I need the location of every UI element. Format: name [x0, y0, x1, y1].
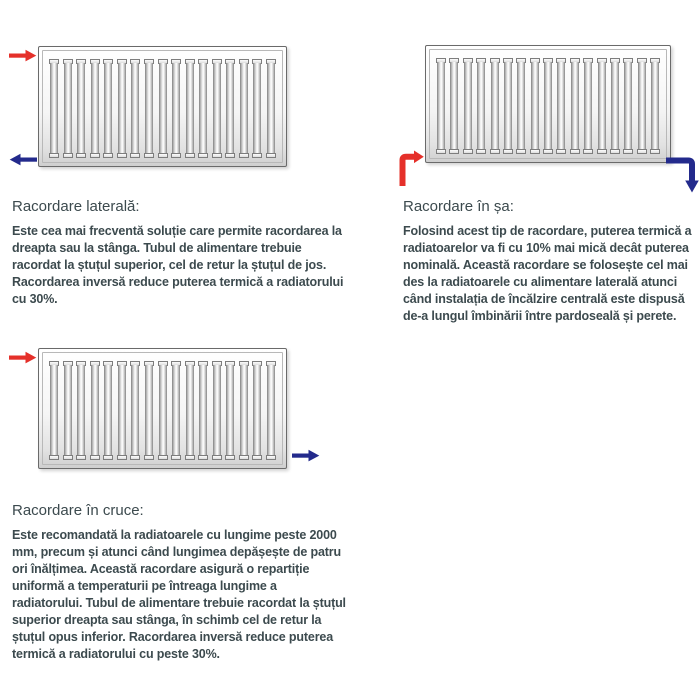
inlet-elbow-arrow-icon	[399, 147, 425, 187]
radiator-fin	[636, 58, 648, 154]
radiator-fin	[170, 361, 182, 460]
radiator-fin	[265, 59, 277, 158]
section-body: Folosind acest tip de racordare, puterea termică a radiatoarelor va fi cu 10% mai mică decât puterea nominală. Această racordare se folosește cel mai des la radiatoarele cu alimentare laterală atunci când instalația de încălzire centrală este dispusă de-a lungul îmbinării între pardoseală și perete.	[403, 224, 692, 323]
section-title: Racordare în șa:	[403, 198, 514, 215]
section-body: Este recomandată la radiatoarele cu lungime peste 2000 mm, precum și atunci când lungimea depășește de patru ori înălțimea. Această racordare asigură o repartiție uniformă a temperaturii pe întreaga lungime a radiatorului. Tubul de alimentare trebuie racordat la ștuțul superior dreapta sau stânga, în schimb cel de retur la ștuțul opus inferior. Racordarea inversă reduce puterea termică a radiatorului cu peste 30%.	[12, 528, 346, 661]
inlet-arrow-icon	[9, 49, 37, 62]
section-title: Racordare laterală:	[12, 198, 140, 215]
radiator-fin	[596, 58, 608, 154]
radiator-fin	[211, 361, 223, 460]
radiator-fin	[89, 361, 101, 460]
radiator-fin	[129, 361, 141, 460]
radiator-fin	[129, 59, 141, 158]
radiator-fin	[48, 361, 60, 460]
radiator-fin	[197, 59, 209, 158]
radiator-fin	[157, 59, 169, 158]
radiator-fin	[251, 59, 263, 158]
radiator-fin	[609, 58, 621, 154]
section-title: Racordare în cruce:	[12, 502, 144, 519]
radiator-fin	[197, 361, 209, 460]
radiator-fin	[184, 59, 196, 158]
radiator-fin	[529, 58, 541, 154]
radiator-fin	[75, 361, 87, 460]
radiator-illustration	[38, 46, 287, 167]
radiator-fin	[48, 59, 60, 158]
radiator-fin	[489, 58, 501, 154]
radiator-fin	[211, 59, 223, 158]
radiator-fin	[170, 59, 182, 158]
outlet-elbow-arrow-icon	[666, 156, 700, 196]
radiator-fin	[515, 58, 527, 154]
radiator-fin	[502, 58, 514, 154]
radiator-fin	[569, 58, 581, 154]
radiator-fin	[102, 361, 114, 460]
radiator-fin	[62, 59, 74, 158]
radiator-fin	[555, 58, 567, 154]
radiator-fin	[649, 58, 661, 154]
radiator-illustration	[38, 348, 287, 469]
radiator-fin	[238, 361, 250, 460]
section-body: Este cea mai frecventă soluție care permite racordarea la dreapta sau la stânga. Tubul de alimentare trebuie racordat la ștuțul superior, cel de retur la ștuțul de jos. Racordarea inversă reduce puterea termică a radiatorului cu 30%.	[12, 224, 344, 306]
radiator-fin	[582, 58, 594, 154]
radiator-illustration	[425, 45, 671, 163]
radiator-fin	[435, 58, 447, 154]
radiator-fin	[116, 361, 128, 460]
radiator-fin	[75, 59, 87, 158]
radiator-fin	[224, 59, 236, 158]
radiator-fin	[62, 361, 74, 460]
radiator-fin	[462, 58, 474, 154]
radiator-fins	[48, 361, 277, 460]
radiator-fin	[475, 58, 487, 154]
radiator-fin	[265, 361, 277, 460]
radiator-fin	[157, 361, 169, 460]
outlet-arrow-icon	[9, 153, 37, 166]
inlet-arrow-icon	[9, 351, 37, 364]
radiator-fin	[143, 361, 155, 460]
radiator-fins	[48, 59, 277, 158]
outlet-arrow-icon	[292, 449, 320, 462]
radiator-fin	[89, 59, 101, 158]
radiator-fin	[448, 58, 460, 154]
radiator-fin	[116, 59, 128, 158]
radiator-fin	[251, 361, 263, 460]
radiator-fin	[542, 58, 554, 154]
radiator-fins	[435, 58, 661, 154]
radiator-fin	[184, 361, 196, 460]
radiator-fin	[224, 361, 236, 460]
radiator-fin	[622, 58, 634, 154]
radiator-fin	[102, 59, 114, 158]
radiator-fin	[238, 59, 250, 158]
radiator-fin	[143, 59, 155, 158]
